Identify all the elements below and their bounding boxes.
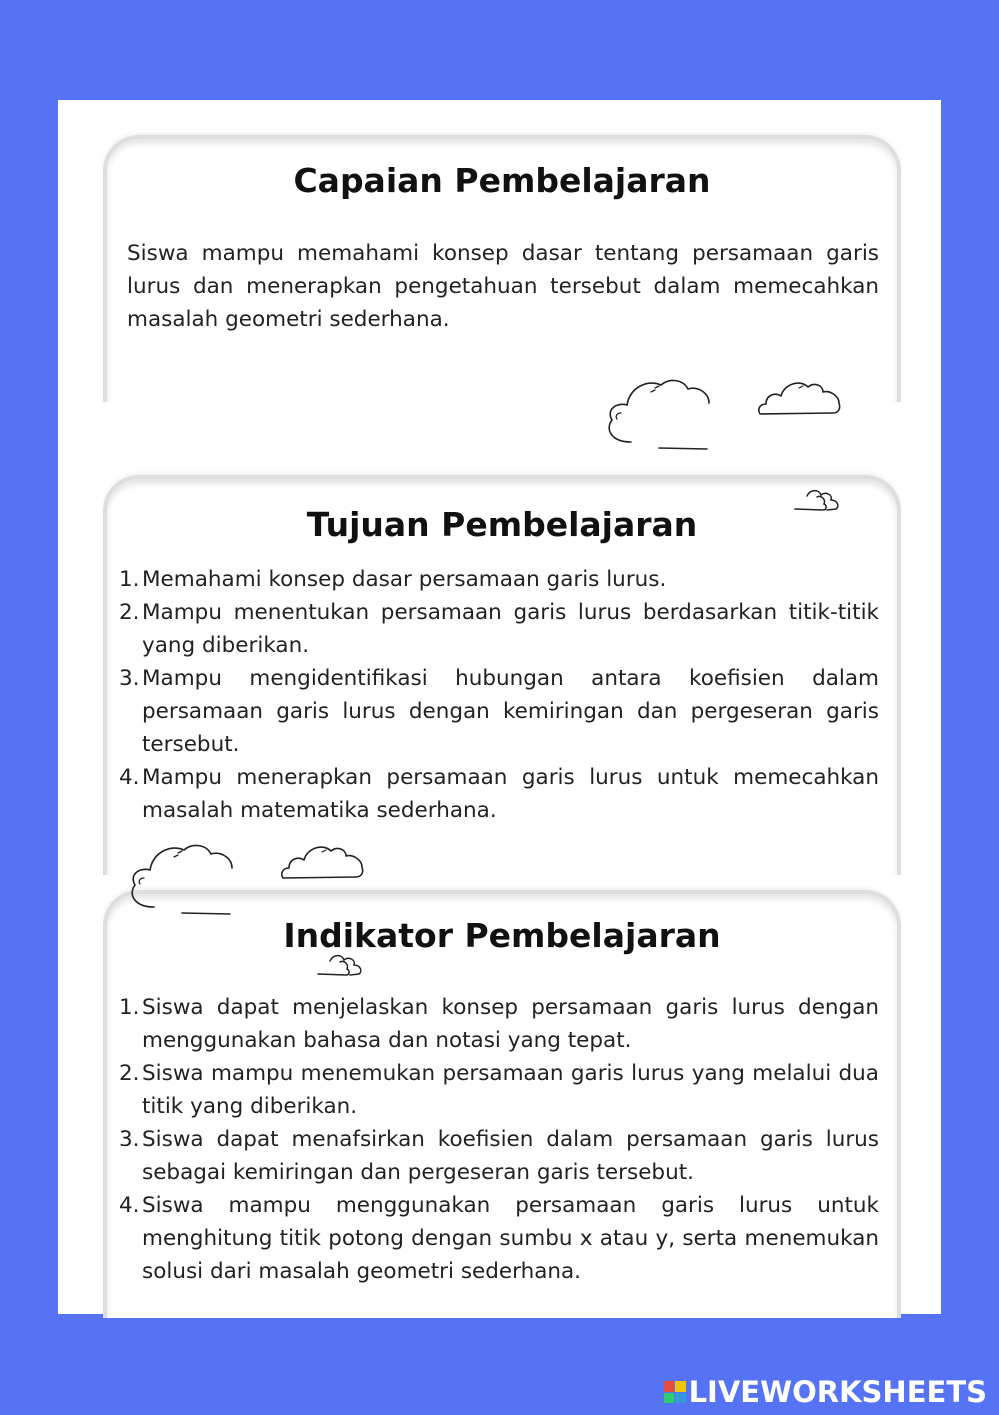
logo-square — [675, 1393, 686, 1404]
list-number: 2. — [119, 600, 140, 625]
list-item — [119, 991, 879, 1057]
list-text: Mampu mengidentifikasi hubungan antara koefisien dalam persamaan garis lurus dengan kemiringan dan pergeseran garis tersebut. — [142, 666, 879, 757]
brand-name: LIVEWORKSHEETS — [688, 1375, 987, 1409]
capaian-card — [103, 135, 901, 402]
indikator-card — [103, 890, 901, 1318]
list-item — [119, 1189, 879, 1288]
cloud-icon — [126, 840, 241, 918]
list-number: 4. — [119, 765, 140, 790]
list-number: 2. — [119, 1061, 140, 1086]
list-number: 4. — [119, 1193, 140, 1218]
tujuan-title: Tujuan Pembelajaran — [306, 505, 698, 544]
list-item — [119, 761, 879, 827]
list-number: 3. — [119, 1127, 140, 1152]
liveworksheets-logo — [664, 1373, 987, 1411]
list-text: Mampu menentukan persamaan garis lurus berdasarkan titik-titik yang diberikan. — [142, 600, 879, 658]
list-text: Memahami konsep dasar persamaan garis lurus. — [142, 567, 667, 592]
cloud-icon — [793, 485, 843, 517]
list-number: 1. — [119, 567, 140, 592]
logo-mark — [664, 1381, 686, 1403]
list-text: Mampu menerapkan persamaan garis lurus untuk memecahkan masalah matematika sederhana. — [142, 765, 879, 823]
logo-square — [664, 1393, 675, 1404]
list-text: Siswa dapat menjelaskan konsep persamaan garis lurus dengan menggunakan bahasa dan notasi yang tepat. — [142, 995, 879, 1053]
cloud-icon — [603, 375, 718, 453]
capaian-text: Siswa mampu memahami konsep dasar tentang persamaan garis lurus dan menerapkan pengetahuan tersebut dalam memecahkan masalah geometri sederhana. — [127, 241, 879, 332]
list-text: Siswa mampu menemukan persamaan garis lurus yang melalui dua titik yang diberikan. — [142, 1061, 879, 1119]
list-item — [119, 563, 879, 596]
logo-square — [675, 1381, 686, 1392]
list-number: 1. — [119, 995, 140, 1020]
cloud-icon — [316, 950, 366, 982]
capaian-title: Capaian Pembelajaran — [293, 161, 711, 200]
list-item — [119, 596, 879, 662]
indikator-title: Indikator Pembelajaran — [283, 916, 721, 955]
list-text: Siswa dapat menafsirkan koefisien dalam persamaan garis lurus sebagai kemiringan dan pergeseran garis tersebut. — [142, 1127, 879, 1185]
worksheet-page — [58, 100, 941, 1314]
tujuan-card — [103, 475, 901, 875]
logo-square — [664, 1381, 675, 1392]
indikator-list — [119, 991, 879, 1288]
list-number: 3. — [119, 666, 140, 691]
tujuan-list — [119, 563, 879, 827]
list-text: Siswa mampu menggunakan persamaan garis lurus untuk menghitung titik potong dengan sumbu x atau y, serta menemukan solusi dari masalah geometri sederhana. — [142, 1193, 879, 1284]
cloud-icon — [278, 840, 366, 884]
list-item — [119, 1057, 879, 1123]
list-item — [119, 662, 879, 761]
list-item — [119, 1123, 879, 1189]
cloud-icon — [755, 376, 843, 420]
